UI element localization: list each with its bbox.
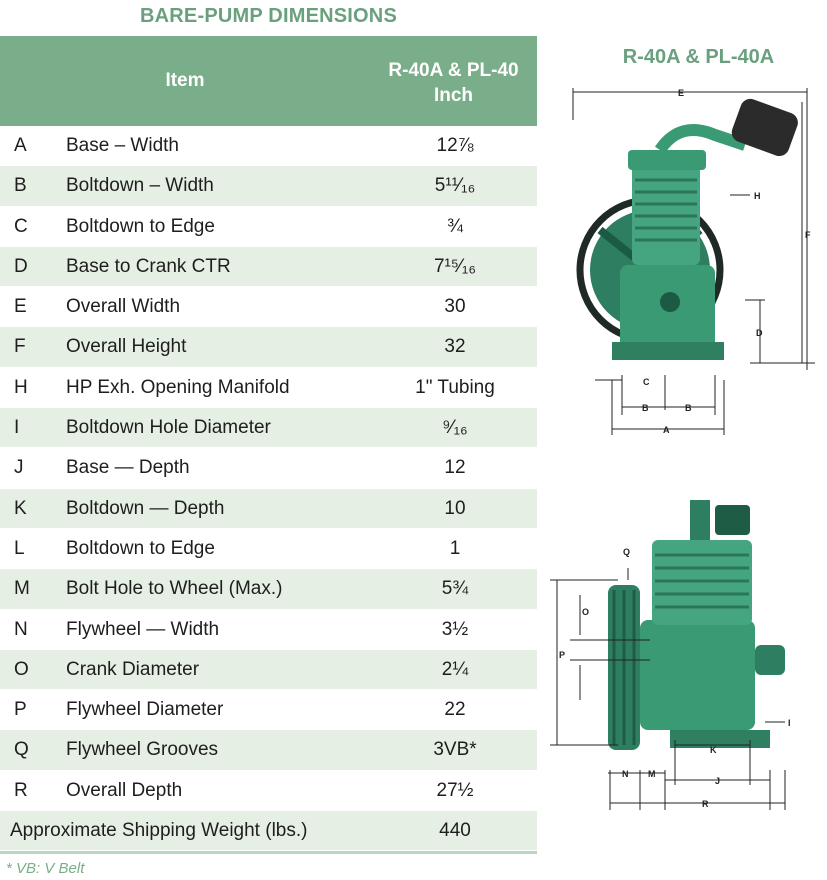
row-name: Flywheel — Width (66, 618, 220, 640)
row-letter: F (14, 336, 26, 358)
header-model-line1: R-40A & PL-40 (388, 60, 519, 81)
pump-side-view (608, 500, 785, 750)
table-row (0, 650, 537, 690)
row-name: Base – Width (66, 135, 179, 156)
table-row (0, 166, 537, 206)
table-row (0, 489, 537, 529)
row-value: 10 (444, 497, 466, 519)
row-name: HP Exh. Opening Manifold (66, 376, 290, 398)
row-value: 12⅞ (436, 135, 474, 156)
row-letter: H (14, 376, 28, 398)
row-value: 3½ (441, 618, 469, 640)
row-name: Boltdown to Edge (66, 215, 215, 237)
row-letter: O (14, 658, 29, 680)
row-name: Overall Height (66, 336, 187, 358)
header-model (370, 58, 537, 108)
dimensions-table (0, 36, 537, 854)
row-letter: A (14, 135, 27, 156)
table-row (0, 730, 537, 770)
row-letter: E (14, 296, 27, 318)
pump-front-view (580, 96, 801, 360)
row-value: 30 (444, 296, 466, 318)
row-name: Flywheel Diameter (66, 699, 224, 721)
row-letter: I (14, 417, 20, 439)
dim-label-e: E (678, 88, 685, 98)
table-row-total (0, 811, 537, 851)
header-model-line2: Inch (433, 85, 474, 106)
row-value: 32 (444, 336, 466, 358)
dim-label-p: P (559, 650, 566, 660)
dim-label-j: J (715, 776, 721, 786)
row-value: 5¾ (441, 578, 469, 600)
table-row (0, 327, 537, 367)
row-name: Boltdown – Width (66, 175, 214, 197)
footnote: * VB: V Belt (6, 860, 85, 877)
table-bottom-rule (0, 851, 537, 854)
dim-label-f: F (805, 230, 811, 240)
table-row (0, 126, 537, 166)
row-letter: J (14, 457, 24, 479)
row-letter: B (14, 175, 27, 197)
dim-label-h: H (754, 191, 761, 201)
row-letter: L (14, 537, 25, 559)
row-letter: M (14, 578, 30, 600)
table-row (0, 690, 537, 730)
pump-diagrams (540, 80, 827, 880)
row-letter: C (14, 215, 28, 237)
dim-label-b1: B (642, 403, 649, 413)
table-header (0, 36, 537, 126)
row-value: ¾ (447, 215, 463, 237)
dim-label-q: Q (623, 547, 631, 557)
row-value: 1 (449, 537, 461, 559)
row-name: Approximate Shipping Weight (lbs.) (10, 820, 308, 842)
row-name: Overall Depth (66, 779, 183, 801)
row-name: Crank Diameter (66, 658, 200, 680)
dim-label-k: K (710, 745, 717, 755)
row-value: 12 (444, 457, 466, 479)
table-row (0, 771, 537, 811)
dim-label-m: M (648, 769, 656, 779)
row-value: 3VB* (433, 739, 477, 761)
row-value: 22 (444, 699, 466, 721)
dim-label-c: C (643, 377, 650, 387)
row-value: 5¹¹⁄₁₆ (434, 175, 476, 197)
row-value: 27½ (436, 779, 474, 801)
dim-label-r: R (702, 799, 709, 809)
row-letter: R (14, 779, 28, 801)
row-name: Overall Width (66, 296, 181, 318)
row-value: 440 (439, 820, 471, 842)
row-name: Bolt Hole to Wheel (Max.) (66, 578, 283, 600)
page-title: BARE-PUMP DIMENSIONS (140, 5, 397, 27)
row-letter: Q (14, 739, 29, 761)
row-name: Boltdown — Depth (66, 497, 225, 519)
row-value: 2¼ (441, 658, 469, 680)
row-name: Boltdown to Edge (66, 537, 215, 559)
table-row (0, 368, 537, 408)
header-item: Item (165, 70, 205, 91)
table-row (0, 408, 537, 448)
row-value: ⁹⁄₁₆ (442, 417, 468, 439)
dim-label-b2: B (685, 403, 692, 413)
row-letter: N (14, 618, 28, 640)
row-letter: K (14, 497, 27, 519)
dim-label-a: A (663, 425, 670, 435)
table-row (0, 529, 537, 569)
table-row (0, 448, 537, 488)
row-value: 1" Tubing (415, 376, 495, 398)
dim-label-o: O (582, 607, 590, 617)
table-row (0, 207, 537, 247)
row-letter: P (14, 699, 27, 721)
table-row (0, 247, 537, 287)
row-name: Boltdown Hole Diameter (66, 417, 271, 439)
dim-label-i: I (788, 718, 791, 728)
table-row (0, 287, 537, 327)
row-name: Base to Crank CTR (66, 255, 231, 277)
dim-label-n: N (622, 769, 629, 779)
row-value: 7¹⁵⁄₁₆ (433, 255, 477, 277)
table-row (0, 610, 537, 650)
row-name: Flywheel Grooves (66, 739, 219, 761)
table-row (0, 569, 537, 609)
dim-label-d: D (756, 328, 763, 338)
row-name: Base — Depth (66, 457, 190, 479)
diagram-title: R-40A & PL-40A (622, 46, 775, 68)
row-letter: D (14, 255, 28, 277)
